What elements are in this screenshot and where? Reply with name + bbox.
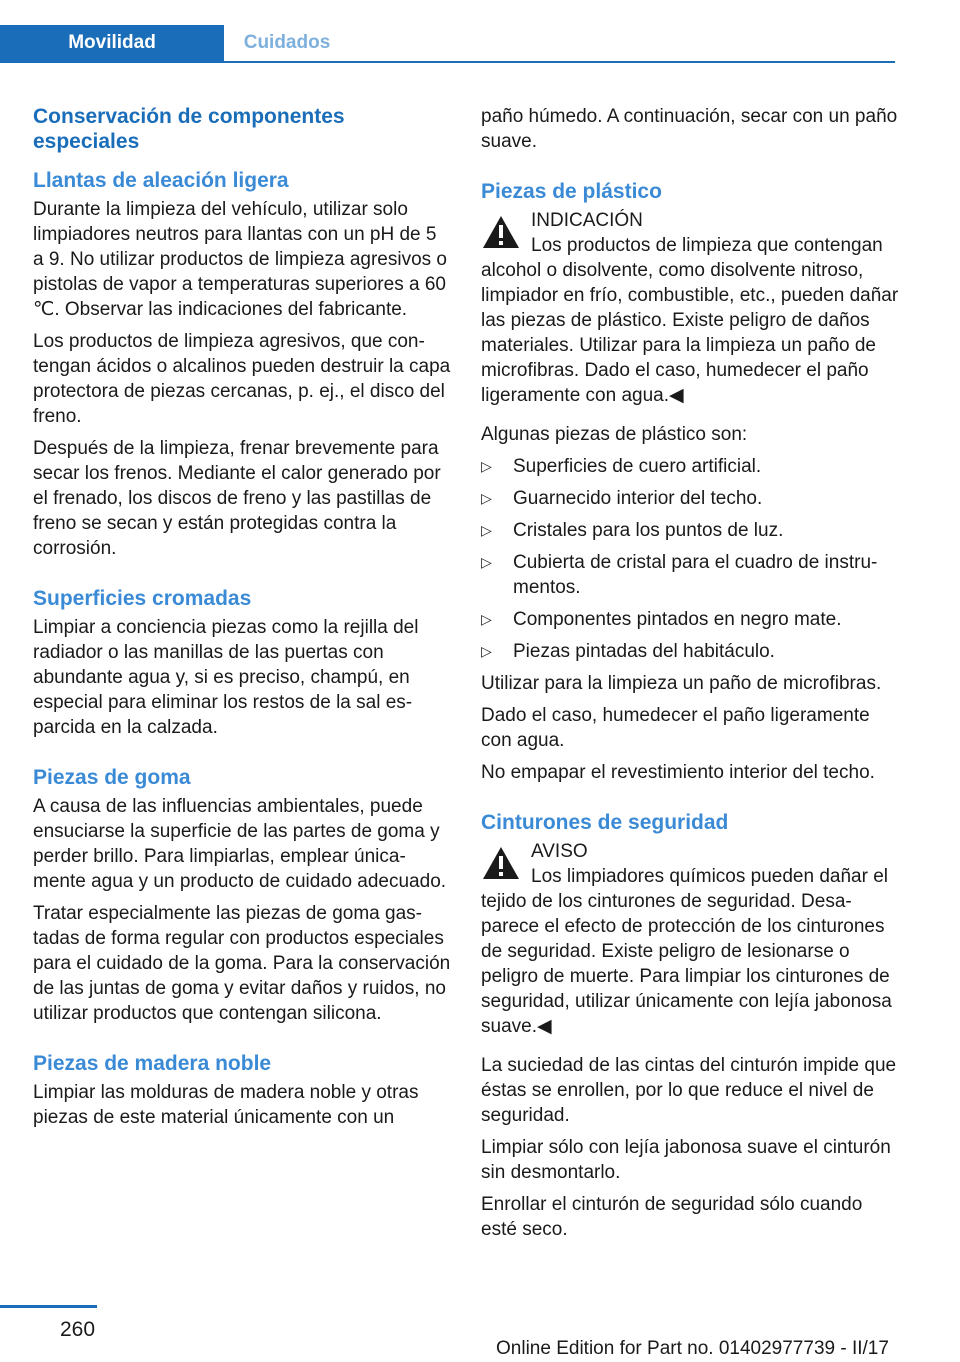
warning-text: Los limpiadores químicos pueden dañar el tejido de los cinturones de seguridad. Desaparece el efecto de protección de los cinturones de seguridad. Existe peligro de lesionarse o peligro de muerte. Para limpiar los cinturones de seguridad, utilizar únicamente con lejía jabonosa suave.◀ bbox=[481, 866, 892, 1037]
list-item: ▷ Cubierta de cristal para el cuadro de instrumentos. bbox=[481, 552, 878, 598]
edition-footer: Online Edition for Part no. 01402977739 - II/17 bbox=[496, 1338, 889, 1359]
bullet-icon: ▷ bbox=[481, 490, 492, 506]
paragraph: No empapar el revestimiento interior del techo. bbox=[481, 762, 875, 783]
notice-title: INDICACIÓN bbox=[531, 210, 643, 231]
paragraph: Limpiar a conciencia piezas como la rejilla del radiador o las manillas de las puertas con abundante agua y, si es preciso, champú, en especial para eliminar los restos de la sal esparcida en la calzada. bbox=[33, 617, 419, 738]
paragraph: A causa de las influencias ambientales, puede ensuciarse la superficie de las partes de goma y perder brillo. Para limpiarlas, emplear únicamente agua y un producto de cuidado adecuado. bbox=[33, 796, 447, 892]
warning-triangle-icon bbox=[481, 214, 521, 250]
warning-box bbox=[481, 839, 899, 1039]
paragraph: La suciedad de las cintas del cinturón impide que éstas se enrollen, por lo que reduce el nivel de seguridad. bbox=[481, 1055, 897, 1126]
bullet-icon: ▷ bbox=[481, 611, 492, 627]
paragraph: Dado el caso, humedecer el paño ligeramente con agua. bbox=[481, 705, 870, 751]
heading-piezas-plastico: Piezas de plástico bbox=[481, 180, 662, 203]
left-column bbox=[33, 104, 451, 1137]
paragraph: Algunas piezas de plástico son: bbox=[481, 424, 748, 445]
bullet-icon: ▷ bbox=[481, 458, 492, 474]
paragraph: Utilizar para la limpieza un paño de microfibras. bbox=[481, 673, 882, 694]
page-number-rule bbox=[0, 1305, 97, 1308]
list-item: ▷ Cristales para los puntos de luz. bbox=[481, 520, 784, 541]
plastic-parts-list bbox=[481, 454, 899, 664]
paragraph: Los productos de limpieza agresivos, que contengan ácidos o alcalinos pueden destruir la capa protectora de piezas cercanas, p. ej., el disco del freno. bbox=[33, 331, 451, 427]
list-item: ▷ Piezas pintadas del habitáculo. bbox=[481, 641, 775, 662]
paragraph: Durante la limpieza del vehículo, utilizar solo limpiadores neutros para llantas con un pH de 5 a 9. No utilizar productos de limpieza agresivos o pistolas de vapor a temperaturas superiores a 60 ℃. Observar las indicaciones del fabricante. bbox=[33, 199, 447, 320]
list-item: ▷ Componentes pintados en negro mate. bbox=[481, 609, 842, 630]
paragraph: Tratar especialmente las piezas de goma gastadas de forma regular con productos especiales para el cuidado de la goma. Para la conservación de las juntas de goma y evitar daños y ruidos, no utilizar productos que contengan silicona. bbox=[33, 903, 451, 1024]
bullet-icon: ▷ bbox=[481, 554, 492, 570]
heading-superficies-cromadas: Superficies cromadas bbox=[33, 587, 252, 610]
paragraph: paño húmedo. A continuación, secar con un paño suave. bbox=[481, 106, 898, 152]
bullet-icon: ▷ bbox=[481, 522, 492, 538]
bullet-icon: ▷ bbox=[481, 643, 492, 659]
heading-llantas: Llantas de aleación ligera bbox=[33, 169, 289, 192]
paragraph: Después de la limpieza, frenar brevemente para secar los frenos. Mediante el calor generado por el frenado, los discos de freno y las pastillas de freno se secan y están protegidas contra la corrosión. bbox=[33, 438, 441, 559]
section-title: Conservación de componentes especiales bbox=[33, 105, 345, 153]
paragraph: Limpiar las molduras de madera noble y otras piezas de este material únicamente con un bbox=[33, 1082, 419, 1128]
page-number: 260 bbox=[60, 1318, 96, 1341]
list-item: ▷ Superficies de cuero artificial. bbox=[481, 456, 762, 477]
list-item: ▷ Guarnecido interior del techo. bbox=[481, 488, 763, 509]
right-column bbox=[481, 104, 899, 1249]
heading-piezas-goma: Piezas de goma bbox=[33, 766, 191, 789]
warning-title: AVISO bbox=[531, 841, 588, 862]
notice-box bbox=[481, 208, 899, 408]
heading-cinturones: Cinturones de seguridad bbox=[481, 811, 729, 834]
heading-piezas-madera: Piezas de madera noble bbox=[33, 1052, 272, 1075]
paragraph: Limpiar sólo con lejía jabonosa suave el cinturón sin desmontarlo. bbox=[481, 1137, 891, 1183]
notice-text: Los productos de limpieza que contengan alcohol o disolvente, como disolvente nitroso, limpiador en frío, combustible, etc., pueden dañar las piezas de plástico. Existe peligro de daños materiales. Utilizar para la limpieza un paño de microfibras. Dado el caso, humedecer el paño ligeramente con agua.◀ bbox=[481, 235, 899, 406]
chapter-tabs bbox=[0, 25, 895, 63]
tab-movilidad[interactable]: Movilidad bbox=[0, 25, 224, 61]
tab-cuidados[interactable]: Cuidados bbox=[243, 32, 331, 53]
paragraph: Enrollar el cinturón de seguridad sólo cuando esté seco. bbox=[481, 1194, 863, 1240]
warning-triangle-icon bbox=[481, 845, 521, 881]
